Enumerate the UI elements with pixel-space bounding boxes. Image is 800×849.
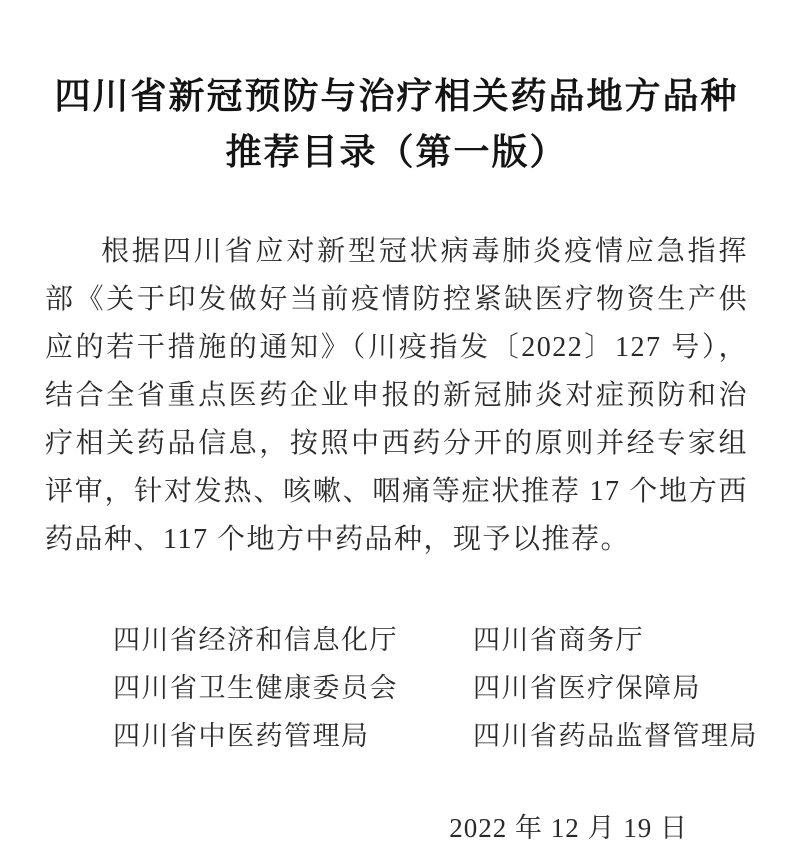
agency-name-health-commission: 四川省卫生健康委员会 [113, 673, 398, 703]
document-date: 2022 年 12 月 19 日 [449, 813, 688, 843]
agency-name-tcm-administration: 四川省中医药管理局 [113, 721, 370, 751]
agency-name-commerce-dept: 四川省商务厅 [473, 625, 644, 655]
agency-column-right [473, 616, 758, 760]
title-line-2: 推荐目录（第一版） [225, 131, 568, 172]
agency-list [113, 616, 758, 760]
agency-name-medical-security-bureau: 四川省医疗保障局 [473, 673, 701, 703]
agency-name-drug-supervision-bureau: 四川省药品监督管理局 [473, 721, 758, 751]
document-title [45, 68, 748, 180]
agency-name-economic-and-information-dept: 四川省经济和信息化厅 [113, 625, 398, 655]
agency-column-left [113, 616, 473, 760]
body-paragraph: 根据四川省应对新型冠状病毒肺炎疫情应急指挥部《关于印发做好当前疫情防控紧缺医疗物资生产供应的若干措施的通知》（川疫指发〔2022〕127 号），结合全省重点医药企业申报的新冠肺炎对症预防和治疗相关药品信息，按照中西药分开的原则并经专家组评审，针对发热、咳嗽、咽痛等症状推荐 17 个地方西药品种、117 个地方中药品种，现予以推荐。 [45, 236, 748, 555]
title-line-1: 四川省新冠预防与治疗相关药品地方品种 [54, 75, 739, 116]
